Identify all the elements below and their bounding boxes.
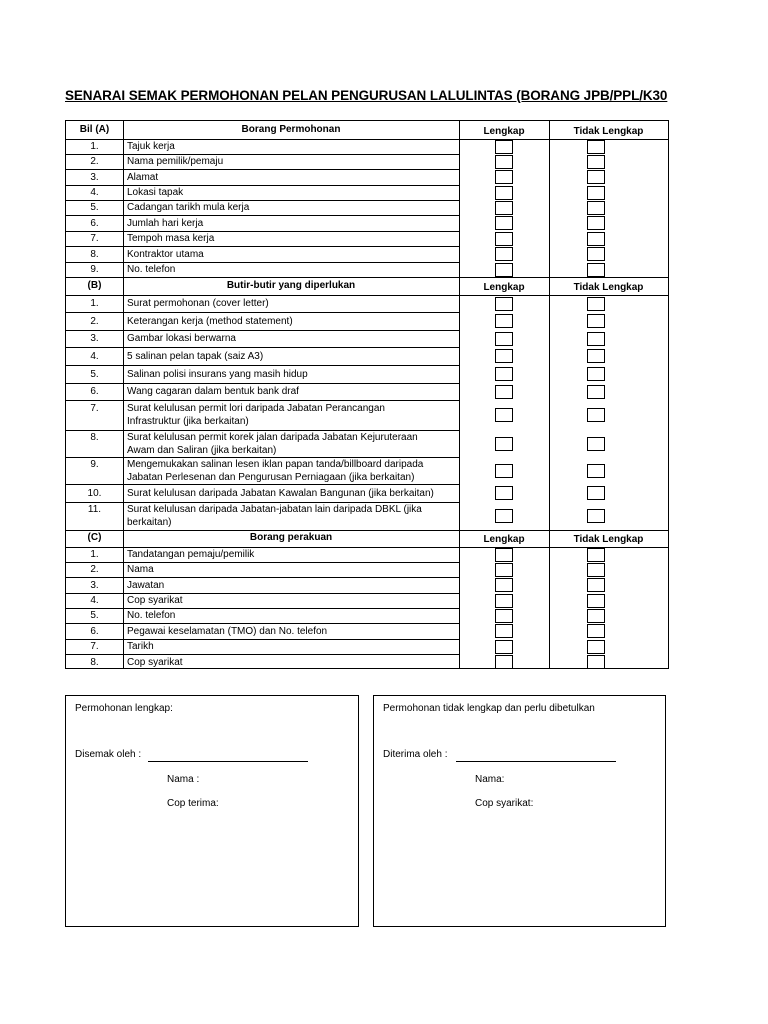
lengkap-checkbox[interactable] — [495, 201, 513, 215]
row-label-line: Surat kelulusan daripada Jabatan Kawalan Bangunan (jika berkaitan) — [127, 487, 434, 499]
row-number: 1. — [90, 141, 99, 152]
section-bil: (C) — [87, 532, 102, 543]
row-label-line: Keterangan kerja (method statement) — [127, 315, 293, 327]
row-label — [127, 297, 457, 310]
row-divider — [66, 330, 459, 331]
lengkap-checkbox[interactable] — [495, 464, 513, 478]
row-label-line: 5 salinan pelan tapak (saiz A3) — [127, 350, 264, 362]
row-label-line: Tarikh — [127, 641, 154, 652]
tidak-lengkap-checkbox[interactable] — [587, 186, 605, 200]
lengkap-checkbox[interactable] — [495, 609, 513, 623]
lengkap-checkbox[interactable] — [495, 594, 513, 608]
row-number: 7. — [90, 233, 99, 244]
checked-by-label: Disemak oleh : — [75, 749, 142, 760]
row-label — [127, 350, 457, 363]
row-label — [127, 248, 457, 261]
lengkap-checkbox[interactable] — [495, 232, 513, 246]
header-divider — [66, 295, 668, 296]
row-label — [127, 503, 457, 529]
lengkap-checkbox[interactable] — [495, 216, 513, 230]
lengkap-checkbox[interactable] — [495, 640, 513, 654]
row-label-line: Awam dan Saliran (jika berkaitan) — [127, 444, 277, 456]
row-label — [127, 368, 457, 381]
column-lengkap: Lengkap — [483, 534, 525, 545]
lengkap-checkbox[interactable] — [495, 624, 513, 638]
row-number: 1. — [90, 549, 99, 560]
column-tidak-lengkap: Tidak Lengkap — [573, 534, 644, 545]
tidak-lengkap-checkbox[interactable] — [587, 314, 605, 328]
row-label-line: Tandatangan pemaju/pemilik — [127, 549, 255, 560]
tidak-lengkap-checkbox[interactable] — [587, 232, 605, 246]
row-label — [127, 171, 457, 184]
column-divider — [123, 121, 124, 668]
row-divider — [66, 383, 459, 384]
row-label-line: No. telefon — [127, 610, 176, 621]
tidak-lengkap-checkbox[interactable] — [587, 640, 605, 654]
lengkap-checkbox[interactable] — [495, 486, 513, 500]
column-lengkap: Lengkap — [483, 281, 525, 293]
lengkap-checkbox[interactable] — [495, 367, 513, 381]
checked-by-line[interactable] — [148, 761, 308, 762]
section-heading: Butir-butir yang diperlukan — [226, 279, 356, 291]
row-label — [127, 263, 457, 276]
row-label — [127, 431, 457, 457]
tidak-lengkap-checkbox[interactable] — [587, 578, 605, 592]
column-lengkap: Lengkap — [483, 125, 525, 137]
row-number: 5. — [90, 368, 99, 380]
tidak-lengkap-checkbox[interactable] — [587, 201, 605, 215]
incomplete-application-box — [373, 695, 666, 927]
column-divider — [549, 121, 550, 668]
row-label — [127, 140, 457, 153]
lengkap-checkbox[interactable] — [495, 314, 513, 328]
checklist-table — [65, 120, 669, 669]
row-label — [127, 609, 457, 622]
row-number: 3. — [90, 333, 99, 344]
row-label-line: Lokasi tapak — [127, 187, 184, 198]
section-bil: (B) — [87, 279, 102, 291]
row-divider — [66, 484, 459, 485]
row-label-line: berkaitan) — [127, 517, 172, 528]
tidak-lengkap-checkbox[interactable] — [587, 385, 605, 399]
tidak-lengkap-checkbox[interactable] — [587, 486, 605, 500]
row-number: 9. — [90, 264, 99, 275]
tidak-lengkap-checkbox[interactable] — [587, 624, 605, 638]
row-number: 7. — [90, 641, 99, 652]
row-number: 10. — [87, 487, 102, 499]
row-number: 5. — [90, 202, 99, 213]
row-divider — [66, 365, 459, 366]
section-heading: Borang perakuan — [249, 532, 333, 543]
section-heading: Borang Permohonan — [241, 123, 341, 135]
row-label — [127, 487, 457, 500]
row-label — [127, 594, 457, 607]
row-label — [127, 201, 457, 214]
row-label-line: Nama — [127, 564, 154, 575]
row-number: 8. — [90, 431, 99, 443]
row-number: 11. — [87, 504, 102, 515]
row-label — [127, 217, 457, 230]
tidak-lengkap-checkbox[interactable] — [587, 609, 605, 623]
row-number: 6. — [90, 625, 99, 637]
row-number: 5. — [90, 610, 99, 621]
row-label-line: Jumlah hari kerja — [127, 217, 204, 229]
row-label-line: Cop syarikat — [127, 656, 183, 668]
row-number: 7. — [90, 403, 99, 414]
row-label — [127, 625, 457, 638]
row-label-line: Gambar lokasi berwarna — [127, 333, 236, 344]
tidak-lengkap-checkbox[interactable] — [587, 297, 605, 311]
column-tidak-lengkap: Tidak Lengkap — [573, 125, 644, 137]
row-number: 3. — [90, 579, 99, 591]
row-label — [127, 385, 457, 398]
name-label: Nama: — [475, 774, 505, 785]
tidak-lengkap-checkbox[interactable] — [587, 594, 605, 608]
tidak-lengkap-checkbox[interactable] — [587, 548, 605, 562]
lengkap-checkbox[interactable] — [495, 155, 513, 169]
row-divider — [66, 347, 459, 348]
lengkap-checkbox[interactable] — [495, 563, 513, 577]
lengkap-checkbox[interactable] — [495, 578, 513, 592]
received-by-label: Diterima oleh : — [383, 749, 448, 760]
row-label-line: Alamat — [127, 171, 159, 183]
row-number: 4. — [90, 595, 99, 606]
lengkap-checkbox[interactable] — [495, 548, 513, 562]
row-label-line: Surat kelulusan permit lori daripada Jabatan Perancangan — [127, 403, 385, 414]
row-number: 1. — [90, 298, 99, 309]
lengkap-checkbox[interactable] — [495, 509, 513, 523]
row-number: 2. — [90, 564, 99, 575]
tidak-lengkap-checkbox[interactable] — [587, 170, 605, 184]
row-label-line: Surat permohonan (cover letter) — [127, 298, 269, 309]
tidak-lengkap-checkbox[interactable] — [587, 464, 605, 478]
tidak-lengkap-checkbox[interactable] — [587, 155, 605, 169]
lengkap-checkbox[interactable] — [495, 170, 513, 184]
row-number: 6. — [90, 386, 99, 397]
row-label-line: Cop syarikat — [127, 595, 183, 606]
tidak-lengkap-checkbox[interactable] — [587, 437, 605, 451]
row-label — [127, 315, 457, 328]
row-label-line: No. telefon — [127, 264, 176, 275]
lengkap-checkbox[interactable] — [495, 349, 513, 363]
column-divider — [459, 121, 460, 668]
tidak-lengkap-checkbox[interactable] — [587, 509, 605, 523]
lengkap-checkbox[interactable] — [495, 186, 513, 200]
section-bil: Bil (A) — [79, 123, 110, 135]
lengkap-checkbox[interactable] — [495, 332, 513, 346]
column-tidak-lengkap: Tidak Lengkap — [573, 281, 644, 293]
row-number: 8. — [90, 656, 99, 668]
row-label — [127, 656, 457, 669]
row-number: 8. — [90, 248, 99, 260]
received-by-line[interactable] — [456, 761, 616, 762]
tidak-lengkap-checkbox[interactable] — [587, 140, 605, 154]
tidak-lengkap-checkbox[interactable] — [587, 263, 605, 277]
tidak-lengkap-checkbox[interactable] — [587, 655, 605, 669]
stamp-label: Cop syarikat: — [475, 798, 534, 809]
row-label-line: Pegawai keselamatan (TMO) dan No. telefon — [127, 625, 328, 637]
page-title: SENARAI SEMAK PERMOHONAN PELAN PENGURUSAN LALULINTAS (BORANG JPB/PPL/K30 — [65, 88, 668, 103]
row-number: 9. — [90, 458, 99, 470]
row-label — [127, 579, 457, 592]
row-label-line: Nama pemilik/pemaju — [127, 156, 224, 167]
tidak-lengkap-checkbox[interactable] — [587, 332, 605, 346]
lengkap-checkbox[interactable] — [495, 385, 513, 399]
incomplete-heading: Permohonan tidak lengkap dan perlu dibetulkan — [383, 703, 595, 714]
row-label-line: Kontraktor utama — [127, 248, 204, 260]
row-label — [127, 186, 457, 199]
stamp-label: Cop terima: — [167, 798, 219, 809]
row-number: 2. — [90, 156, 99, 167]
row-label — [127, 640, 457, 653]
row-label — [127, 332, 457, 345]
tidak-lengkap-checkbox[interactable] — [587, 349, 605, 363]
row-label-line: Tempoh masa kerja — [127, 233, 215, 244]
row-label-line: Jabatan Perlesenan dan Pengurusan Perniagaan (jika berkaitan) — [127, 471, 415, 483]
lengkap-checkbox[interactable] — [495, 408, 513, 422]
row-label-line: Salinan polisi insurans yang masih hidup — [127, 368, 308, 380]
tidak-lengkap-checkbox[interactable] — [587, 216, 605, 230]
lengkap-checkbox[interactable] — [495, 297, 513, 311]
row-number: 3. — [90, 171, 99, 183]
row-label — [127, 458, 457, 484]
row-number: 4. — [90, 350, 99, 362]
row-label — [127, 563, 457, 576]
tidak-lengkap-checkbox[interactable] — [587, 408, 605, 422]
tidak-lengkap-checkbox[interactable] — [587, 247, 605, 261]
row-label — [127, 548, 457, 561]
row-label-line: Surat kelulusan daripada Jabatan-jabatan lain daripada DBKL (jika — [127, 504, 422, 515]
row-label — [127, 232, 457, 245]
lengkap-checkbox[interactable] — [495, 263, 513, 277]
lengkap-checkbox[interactable] — [495, 247, 513, 261]
row-number: 2. — [90, 315, 99, 327]
row-label — [127, 155, 457, 168]
name-label: Nama : — [167, 774, 200, 785]
row-label-line: Wang cagaran dalam bentuk bank draf — [127, 386, 299, 397]
lengkap-checkbox[interactable] — [495, 655, 513, 669]
complete-application-box — [65, 695, 359, 927]
row-label-line: Mengemukakan salinan lesen iklan papan tanda/billboard daripada — [127, 458, 424, 470]
lengkap-checkbox[interactable] — [495, 140, 513, 154]
row-label-line: Jawatan — [127, 579, 165, 591]
row-label-line: Surat kelulusan permit korek jalan daripada Jabatan Kejuruteraan — [127, 431, 418, 443]
row-label — [127, 402, 457, 428]
tidak-lengkap-checkbox[interactable] — [587, 367, 605, 381]
row-label-line: Infrastruktur (jika berkaitan) — [127, 416, 249, 427]
row-label-line: Cadangan tarikh mula kerja — [127, 202, 250, 213]
lengkap-checkbox[interactable] — [495, 437, 513, 451]
complete-heading: Permohonan lengkap: — [75, 703, 173, 714]
row-divider — [66, 400, 459, 401]
row-label-line: Tajuk kerja — [127, 141, 175, 152]
row-number: 6. — [90, 217, 99, 229]
row-number: 4. — [90, 187, 99, 198]
tidak-lengkap-checkbox[interactable] — [587, 563, 605, 577]
row-divider — [66, 312, 459, 313]
